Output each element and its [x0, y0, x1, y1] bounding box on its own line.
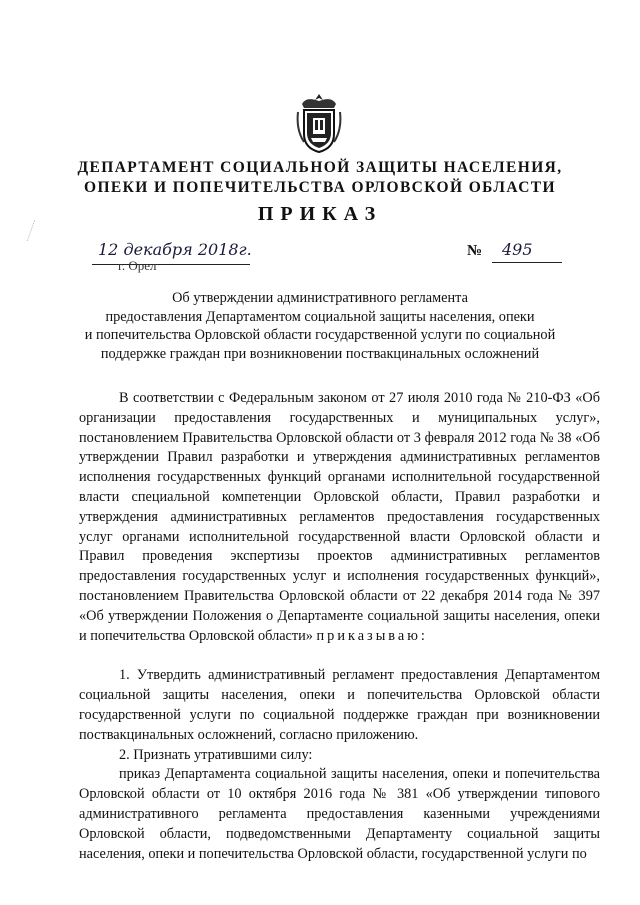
order-word: приказываю: — [316, 627, 428, 644]
subject-line: Об утверждении административного регламента — [172, 290, 468, 306]
item-2: 2. Признать утратившими силу: — [119, 746, 313, 763]
handwritten-date: 12 декабря 2018г. — [98, 240, 252, 259]
preamble-paragraph — [79, 389, 600, 646]
item-2-text: приказ Департамента социальной защиты населения, опеки и попечительства Орловской области от 10 октября 2016 года № 381 «Об утверждении типового административного регламента предоставления казенными учреждениями Орловской области, подведомственными Департаменту социальной защиты населения, опеки и попечительства Орловской области, государственной услуги по — [79, 766, 600, 862]
subject-line: поддержке граждан при возникновении поствакцинальных осложнений — [100, 345, 540, 362]
subject-line: предоставления Департаментом социальной защиты населения, опеки — [105, 308, 535, 325]
paragraph-gap — [79, 646, 600, 666]
number-field — [492, 240, 562, 263]
handwritten-number: 495 — [502, 240, 533, 259]
order-body — [79, 389, 600, 864]
department-name-line1: ДЕПАРТАМЕНТ СОЦИАЛЬНОЙ ЗАЩИТЫ НАСЕЛЕНИЯ, — [77, 159, 563, 176]
preamble-text: В соответствии с Федеральным законом от 27 июля 2010 года № 210-ФЗ «Об организации предоставления государственных и муниципальных услуг», постановлением Правительства Орловской области от 3 февраля 2012 года № 38 «Об утверждении Правил разработки и утверждения административных регламентов исполнения государственных функций органами исполнительной государственной власти специальной компетенции Орловской области, Правил разработки и утверждения административных регламентов предоставления государственных услуг органами исполнительной государственной власти Орловской области и Правил проведения экспертизы проектов административных регламентов предоставления государственных услуг и исполнения государственных функций», постановлением Правительства Орловской области от 22 декабря 2014 года № 397 «Об утверждении Положения о Департаменте социальной защиты населения, опеки и попечительства Орловской области» — [79, 390, 600, 644]
subject-line: и попечительства Орловской области государственной услуги по социальной — [84, 327, 556, 343]
date-field — [92, 240, 250, 265]
department-name-line2: ОПЕКИ И ПОПЕЧИТЕЛЬСТВА ОРЛОВСКОЙ ОБЛАСТИ — [84, 179, 556, 196]
city-label: г. Орел — [118, 258, 157, 273]
order-subject — [60, 289, 580, 363]
coat-of-arms-icon — [294, 92, 344, 154]
item-1: 1. Утвердить административный регламент предоставления Департаментом социальной защиты населения, опеки и попечительства Орловской области государственной услуги по социальной поддержке граждан при возникновении поствакцинальных осложнений, согласно приложению. — [79, 667, 600, 743]
number-sign: № — [467, 243, 483, 259]
order-title: ПРИКАЗ — [257, 203, 383, 225]
